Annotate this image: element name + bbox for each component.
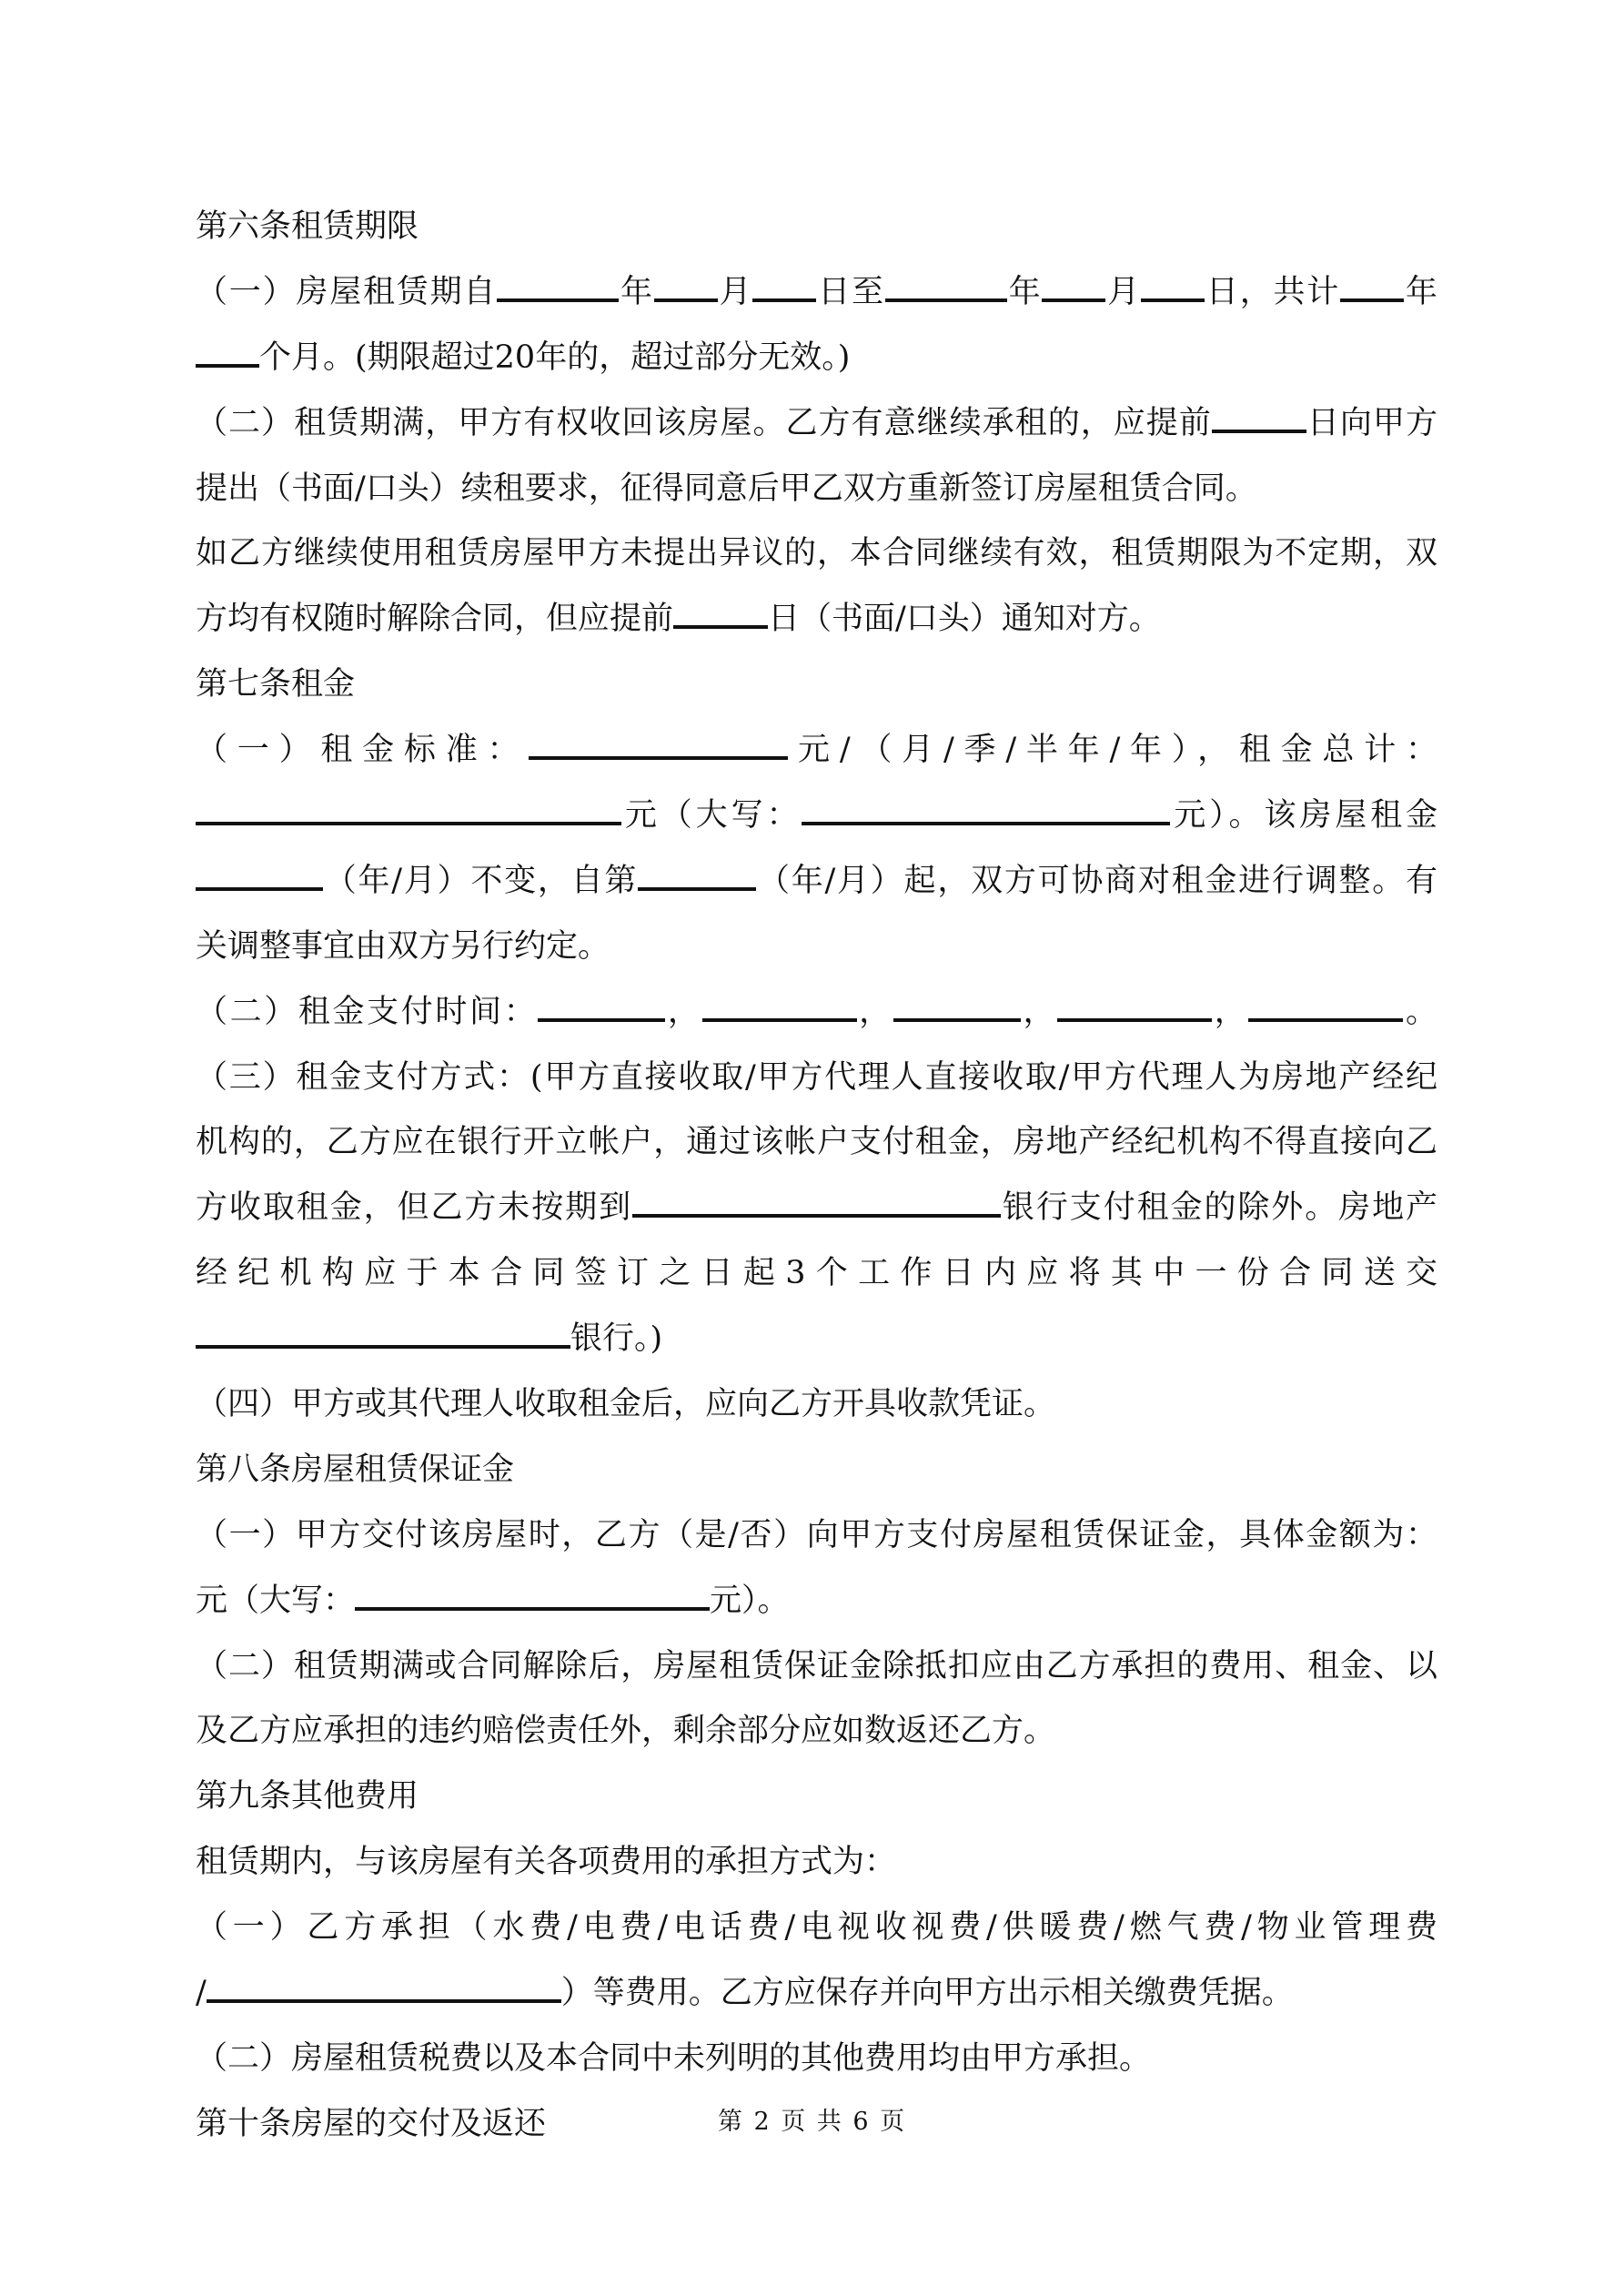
text-line (196, 1765, 1437, 1830)
text-segment: 银行。) (570, 1320, 663, 1358)
text-segment: 元/（月/季/半年/年），租金总计： (788, 732, 1437, 769)
text-segment: 如乙方继续使用租赁房屋甲方未提出异议的，本合同继续有效，租赁期限为不定期，双 (196, 535, 1437, 572)
fill-blank (207, 1982, 561, 2003)
text-line (196, 1569, 1437, 1634)
text-segment: 关调整事宜由双方另行约定。 (196, 927, 610, 965)
text-line (196, 980, 1437, 1046)
fill-blank (893, 1000, 1021, 1021)
text-segment: 月 (1105, 273, 1142, 310)
fill-blank (1248, 1000, 1403, 1021)
text-segment: （二）租赁期满，甲方有权收回该房屋。乙方有意继续承租的，应提前 (196, 404, 1212, 441)
fill-blank (1212, 411, 1306, 432)
text-line (196, 521, 1437, 587)
text-line (196, 1176, 1437, 1241)
fill-blank (752, 281, 816, 302)
text-segment: （年/月）起，双方可协商对租金进行调整。有 (756, 862, 1437, 899)
page-footer: 第 2 页 共 6 页 (717, 2108, 907, 2136)
text-segment: ）等费用。乙方应保存并向甲方出示相关缴费凭据。 (560, 1975, 1294, 2012)
fill-blank (355, 1589, 710, 1610)
text-segment: 方均有权随时解除合同，但应提前 (196, 601, 674, 638)
fill-blank (702, 1000, 857, 1021)
fill-blank (1141, 281, 1205, 302)
text-segment: ， (665, 993, 702, 1030)
text-segment: 元（大写： (621, 797, 802, 834)
text-segment: / (196, 1975, 207, 2012)
text-segment: 年 (619, 273, 654, 310)
text-line (196, 784, 1437, 849)
text-line (196, 2027, 1437, 2092)
text-line (196, 1896, 1437, 1961)
text-line (196, 1699, 1437, 1765)
text-segment: 第六条租赁期限 (196, 208, 419, 245)
text-segment: ， (856, 993, 893, 1030)
text-line (196, 1110, 1437, 1176)
text-segment: ， (1020, 993, 1058, 1030)
text-segment: 元）。该房屋租金 (1170, 797, 1437, 834)
text-line (196, 1503, 1437, 1569)
fill-blank (632, 1197, 1001, 1218)
text-segment: 第七条租金 (196, 666, 356, 703)
text-segment: （一）甲方交付该房屋时，乙方（是/否）向甲方支付房屋租赁保证金，具体金额为： (196, 1516, 1437, 1553)
fill-blank (885, 281, 1007, 302)
text-segment: 年 (1006, 273, 1043, 310)
fill-blank (654, 281, 718, 302)
text-line (196, 915, 1437, 980)
text-line (196, 1634, 1437, 1700)
text-segment: （二）租赁期满或合同解除后，房屋租赁保证金除抵扣应由乙方承担的费用、租金、以 (196, 1647, 1437, 1684)
fill-blank (196, 1328, 570, 1349)
fill-blank (673, 608, 768, 629)
text-segment: （四）甲方或其代理人收取租金后，应向乙方开具收款凭证。 (196, 1386, 1056, 1423)
text-line (196, 260, 1437, 326)
text-segment: （三）租金支付方式：(甲方直接收取/甲方代理人直接收取/甲方代理人为房地产经纪 (196, 1058, 1437, 1096)
text-line (196, 326, 1437, 391)
text-segment: 第九条其他费用 (196, 1778, 419, 1816)
text-line (196, 1307, 1437, 1372)
text-segment: （一）租金标准： (196, 732, 530, 769)
text-segment: （二）房屋租赁税费以及本合同中未列明的其他费用均由甲方承担。 (196, 2039, 1152, 2077)
text-segment: 方收取租金，但乙方未按期到 (196, 1189, 632, 1227)
text-segment: 元（大写： (196, 1582, 356, 1619)
text-segment: 日，共计 (1205, 273, 1341, 310)
text-line (196, 1961, 1437, 2027)
text-segment: 。 (1403, 993, 1437, 1030)
text-segment: 日至 (816, 273, 885, 310)
text-line (196, 718, 1437, 784)
text-segment: 租赁期内，与该房屋有关各项费用的承担方式为： (196, 1844, 897, 1881)
text-segment: （一）乙方承担（水费/电费/电话费/电视收视费/供暖费/燃气费/物业管理费 (196, 1909, 1437, 1947)
text-segment: ， (1212, 993, 1249, 1030)
text-line (196, 849, 1437, 915)
text-segment: 银行支付租金的除外。房地产 (1001, 1189, 1437, 1227)
text-segment: （二）租金支付时间： (196, 993, 539, 1030)
text-segment: 月 (717, 273, 753, 310)
text-line (196, 1046, 1437, 1111)
text-segment: 日（书面/口头）通知对方。 (768, 601, 1161, 638)
text-line (196, 391, 1437, 457)
fill-blank (196, 870, 323, 891)
fill-blank (538, 1000, 665, 1021)
text-segment: 机构的，乙方应在银行开立帐户，通过该帐户支付租金，房地产经纪机构不得直接向乙 (196, 1124, 1437, 1161)
text-segment: 元）。 (710, 1582, 790, 1619)
text-line (196, 457, 1437, 522)
text-segment: 日向甲方 (1306, 404, 1437, 441)
fill-blank (1340, 281, 1404, 302)
text-line (196, 652, 1437, 718)
text-segment: 提出（书面/口头）续租要求，征得同意后甲乙双方重新签订房屋租赁合同。 (196, 470, 1257, 507)
fill-blank (196, 804, 621, 825)
document-body (196, 195, 1437, 2158)
fill-blank (497, 281, 619, 302)
text-segment: （年/月）不变，自第 (323, 862, 639, 899)
text-segment: 第八条房屋租赁保证金 (196, 1451, 515, 1488)
text-segment: 个月。(期限超过20年的，超过部分无效。) (259, 339, 851, 376)
fill-blank (1057, 1000, 1212, 1021)
text-line (196, 1372, 1437, 1438)
fill-blank (196, 347, 259, 368)
fill-blank (1042, 281, 1105, 302)
text-line (196, 1830, 1437, 1896)
text-line (196, 1438, 1437, 1503)
text-segment: 及乙方应承担的违约赔偿责任外，剩余部分应如数返还乙方。 (196, 1713, 1056, 1750)
text-segment: 年 (1404, 273, 1437, 310)
fill-blank (802, 804, 1170, 825)
text-segment: 经纪机构应于本合同签订之日起3个工作日内应将其中一份合同送交 (196, 1255, 1437, 1292)
text-segment: 第十条房屋的交付及返还 (196, 2105, 547, 2142)
text-segment: （一）房屋租赁期自 (196, 273, 498, 310)
fill-blank (638, 870, 756, 891)
text-line (196, 1241, 1437, 1307)
text-line (196, 587, 1437, 652)
text-line (196, 195, 1437, 260)
fill-blank (529, 739, 788, 760)
